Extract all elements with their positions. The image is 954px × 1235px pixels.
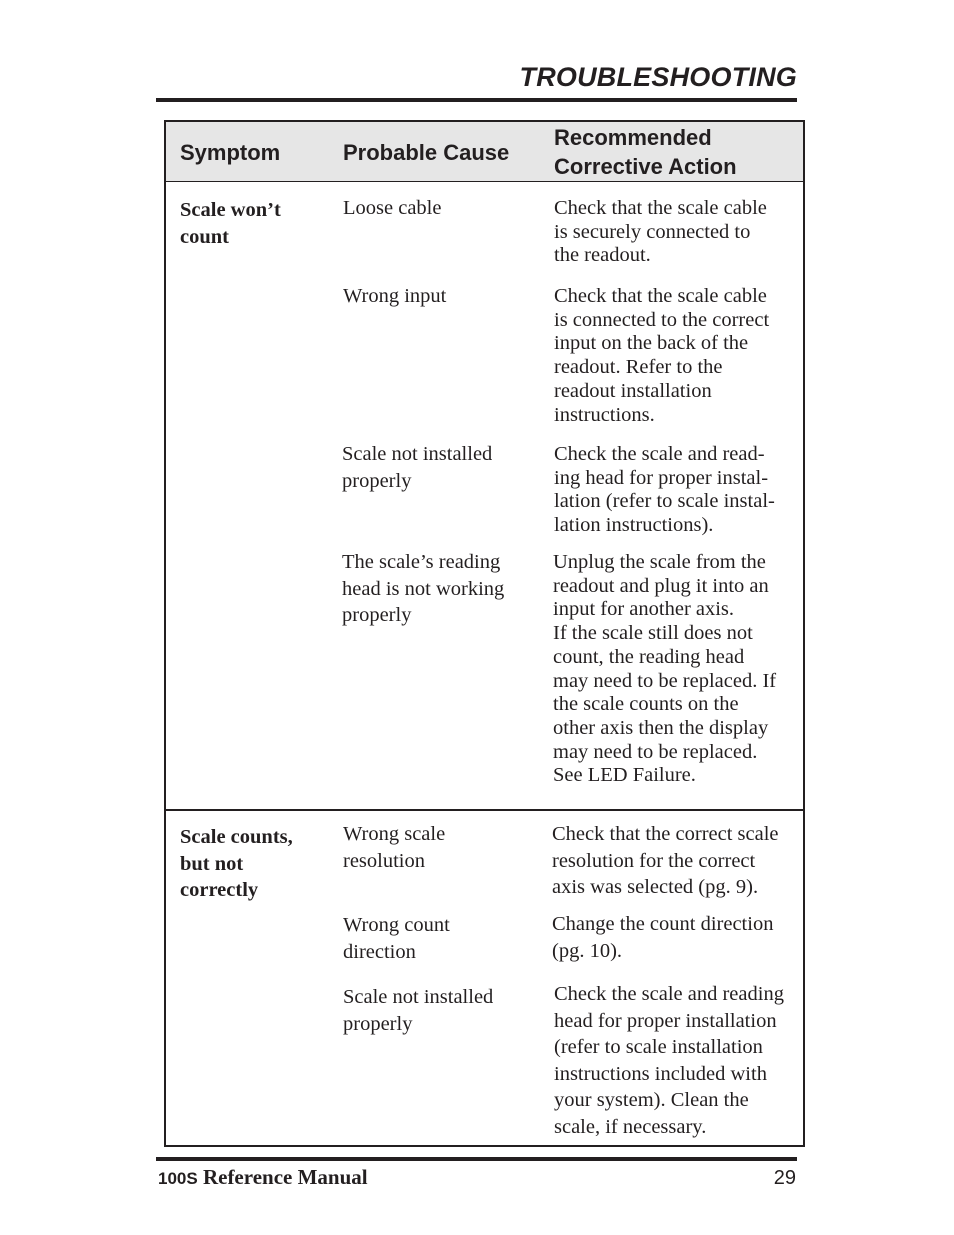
header-rule [156,98,797,102]
action-cell: Check that the correct scale resolution for the correct axis was selected (pg. 9). [552,823,779,898]
page-number: 29 [773,1167,796,1189]
column-header-symptom: Symptom [180,140,281,165]
symptom-cell: Scale won’t count [180,199,281,248]
cause-cell: Wrong input [343,285,447,307]
footer-manual-name: Reference Manual [202,1165,368,1189]
column-header-action-line1: Recommended [554,125,712,150]
troubleshooting-table [164,120,805,1147]
action-cell: Check that the scale cable is connected to the correct input on the back of the readout. Refer to the readout installation instructions. [554,285,770,426]
footer-rule [156,1157,797,1161]
action-cell: Check that the scale cable is securely connected to the readout. [554,197,767,267]
cause-cell: The scale’s reading head is not working properly [342,551,505,626]
footer-manual-title [158,1165,368,1190]
page-section-title: TROUBLESHOOTING [519,62,797,92]
cause-cell: Loose cable [343,197,442,219]
column-header-action-line2: Corrective Action [554,154,737,179]
table-header [166,122,803,182]
column-header-cause: Probable Cause [343,140,510,165]
cause-cell: Scale not installed properly [343,986,494,1035]
footer-model: 100S [158,1169,198,1188]
group-divider [166,809,803,811]
action-cell: Unplug the scale from the readout and plug it into an input for another axis. If the scale still does not count, the reading head may need to be replaced. If the scale counts on the other axis then the display may need to be replaced. See LED Failure. [553,551,777,787]
cause-cell: Wrong count direction [343,914,450,963]
cause-cell: Wrong scale resolution [343,823,446,872]
action-cell: Change the count direction (pg. 10). [552,913,774,962]
cause-cell: Scale not installed properly [342,443,493,492]
action-cell: Check the scale and reading head for proper installation (refer to scale installation instructions included with your system). Clean the scale, if necessary. [554,983,784,1138]
action-cell: Check the scale and read- ing head for proper instal- lation (refer to scale instal- lation instructions). [554,443,775,537]
symptom-cell: Scale counts, but not correctly [180,826,293,901]
